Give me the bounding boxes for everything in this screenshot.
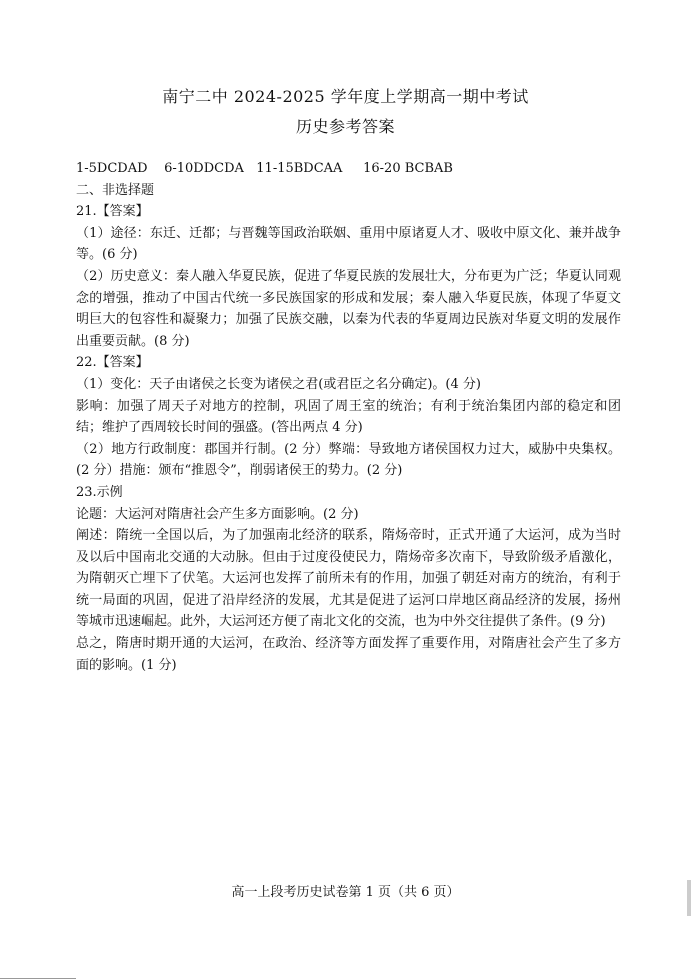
- q23-heading: 23.示例: [76, 484, 123, 500]
- section-heading-non-choice: 二、非选择题: [76, 182, 155, 198]
- page-footer: 高一上段考历史试卷第 1 页（共 6 页）: [231, 885, 460, 900]
- q22-part2: （2）地方行政制度：郡国并行制。(2 分）弊端：导致地方诸侯国权力过大，威胁中央集权。(2 分）措施：颁布“推恩令”，削弱诸侯王的势力。(2 分): [76, 441, 621, 479]
- page-subtitle: 历史参考答案: [295, 117, 395, 136]
- scan-edge-mark: [687, 880, 691, 916]
- q22-part1: （1）变化：天子由诸侯之长变为诸侯之君(或君臣之名分确定)。(4 分): [76, 376, 481, 392]
- q22-impact: 影响：加强了周天子对地方的控制，巩固了周王室的统治；有利于统治集团内部的稳定和团结；维护了西周较长时间的强盛。(答出两点 4 分): [76, 398, 621, 436]
- q21-part1: （1）途径：东迁、迁都；与晋魏等国政治联姻、重用中原诸夏人才、吸收中原文化、兼并战争等。(6 分): [76, 225, 621, 263]
- q23-argument: 阐述：隋统一全国以后，为了加强南北经济的联系，隋炀帝时，正式开通了大运河，成为当时及以后中国南北交通的大动脉。但由于过度役使民力，隋炀帝多次南下，导致阶级矛盾激化，为隋朝灭亡埋下了伏笔。大运河也发挥了前所未有的作用，加强了朝廷对南方的统治，有利于统一局面的巩固，促进了沿岸经济的发展，尤其是促进了运河口岸地区商品经济的发展，扬州等城市迅速崛起。此外，大运河还方便了南北文化的交流，也为中外交往提供了条件。(9 分): [76, 528, 621, 630]
- q22-heading: 22.【答案】: [76, 355, 149, 371]
- q23-conclusion: 总之，隋唐时期开通的大运河，在政治、经济等方面发挥了重要作用，对隋唐社会产生了多方面的影响。(1 分): [76, 636, 621, 673]
- page-title: 南宁二中 2024-2025 学年度上学期高一期中考试: [162, 87, 529, 106]
- q21-part2: （2）历史意义：秦人融入华夏民族，促进了华夏民族的发展壮大，分布更为广泛；华夏认同观念的增强，推动了中国古代统一多民族国家的形成和发展；秦人融入华夏民族，体现了华夏文明巨大的包容性和凝聚力；加强了民族交融，以秦为代表的华夏周边民族对华夏文明的发展作出重要贡献。(8 分): [76, 268, 621, 349]
- q21-heading: 21.【答案】: [76, 204, 149, 220]
- multiple-choice-answers: 1-5DCDAD 6-10DDCDA 11-15BDCAA 16-20 BCBAB: [76, 161, 453, 176]
- q23-thesis: 论题：大运河对隋唐社会产生多方面影响。(2 分): [76, 506, 359, 522]
- answer-content: [76, 158, 621, 676]
